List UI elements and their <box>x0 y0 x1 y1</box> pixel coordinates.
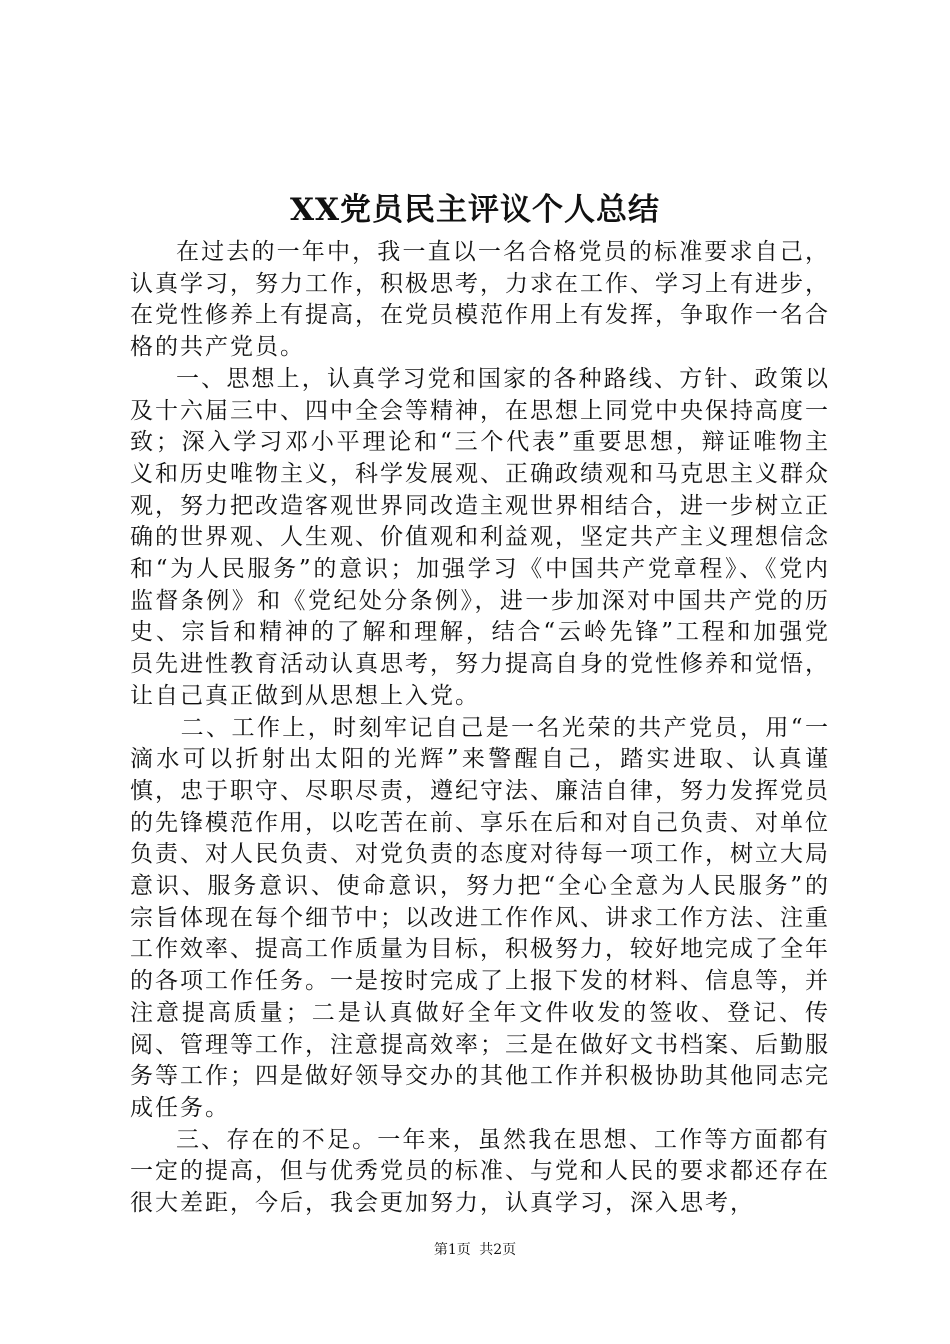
page-number: 第1页 <box>433 1242 471 1258</box>
page-total: 共2页 <box>479 1242 517 1258</box>
document-title: XX党员民主评议个人总结 <box>289 192 661 228</box>
paragraph-shortcomings: 三、存在的不足。一年来，虽然我在思想、工作等方面都有一定的提高，但与优秀党员的标准、与党和人民的要求都还存在很大差距，今后，我会更加努力，认真学习，深入思考， <box>130 1126 830 1217</box>
paragraph-intro: 在过去的一年中，我一直以一名合格党员的标准要求自己，认真学习，努力工作，积极思考，力求在工作、学习上有进步，在党性修养上有提高，在党员模范作用上有发挥，争取作一名合格的共产党员。 <box>130 239 830 361</box>
document-body <box>130 237 830 1220</box>
paragraph-thought: 一、思想上，认真学习党和国家的各种路线、方针、政策以及十六届三中、四中全会等精神，在思想上同党中央保持高度一致；深入学习邓小平理论和“三个代表”重要思想，辩证唯物主义和历史唯物主义，科学发展观、正确政绩观和马克思主义群众观，努力把改造客观世界同改造主观世界相结合，进一步树立正确的世界观、人生观、价值观和利益观，坚定共产主义理想信念和“为人民服务”的意识；加强学习《中国共产党章程》、《党内监督条例》和《党纪处分条例》，进一步加深对中国共产党的历史、宗旨和精神的了解和理解，结合“云岭先锋”工程和加强党员先进性教育活动认真思考，努力提高自身的党性修养和觉悟，让自己真正做到从思想上入党。 <box>130 365 830 709</box>
paragraph-work: 二、工作上，时刻牢记自己是一名光荣的共产党员，用“一滴水可以折射出太阳的光辉”来警醒自己，踏实进取、认真谨慎，忠于职守、尽职尽责，遵纪守法、廉洁自律，努力发挥党员的先锋模范作用，以吃苦在前、享乐在后和对自己负责、对单位负责、对人民负责、对党负责的态度对待每一项工作，树立大局意识、服务意识、使命意识，努力把“全心全意为人民服务”的宗旨体现在每个细节中；以改进工作作风、讲求工作方法、注重工作效率、提高工作质量为目标，积极努力，较好地完成了全年的各项工作任务。一是按时完成了上报下发的材料、信息等，并注意提高质量；二是认真做好全年文件收发的签收、登记、传阅、管理等工作，注意提高效率；三是在做好文书档案、后勤服务等工作；四是做好领导交办的其他工作并积极协助其他同志完成任务。 <box>130 714 830 1121</box>
page-footer <box>0 1240 950 1260</box>
